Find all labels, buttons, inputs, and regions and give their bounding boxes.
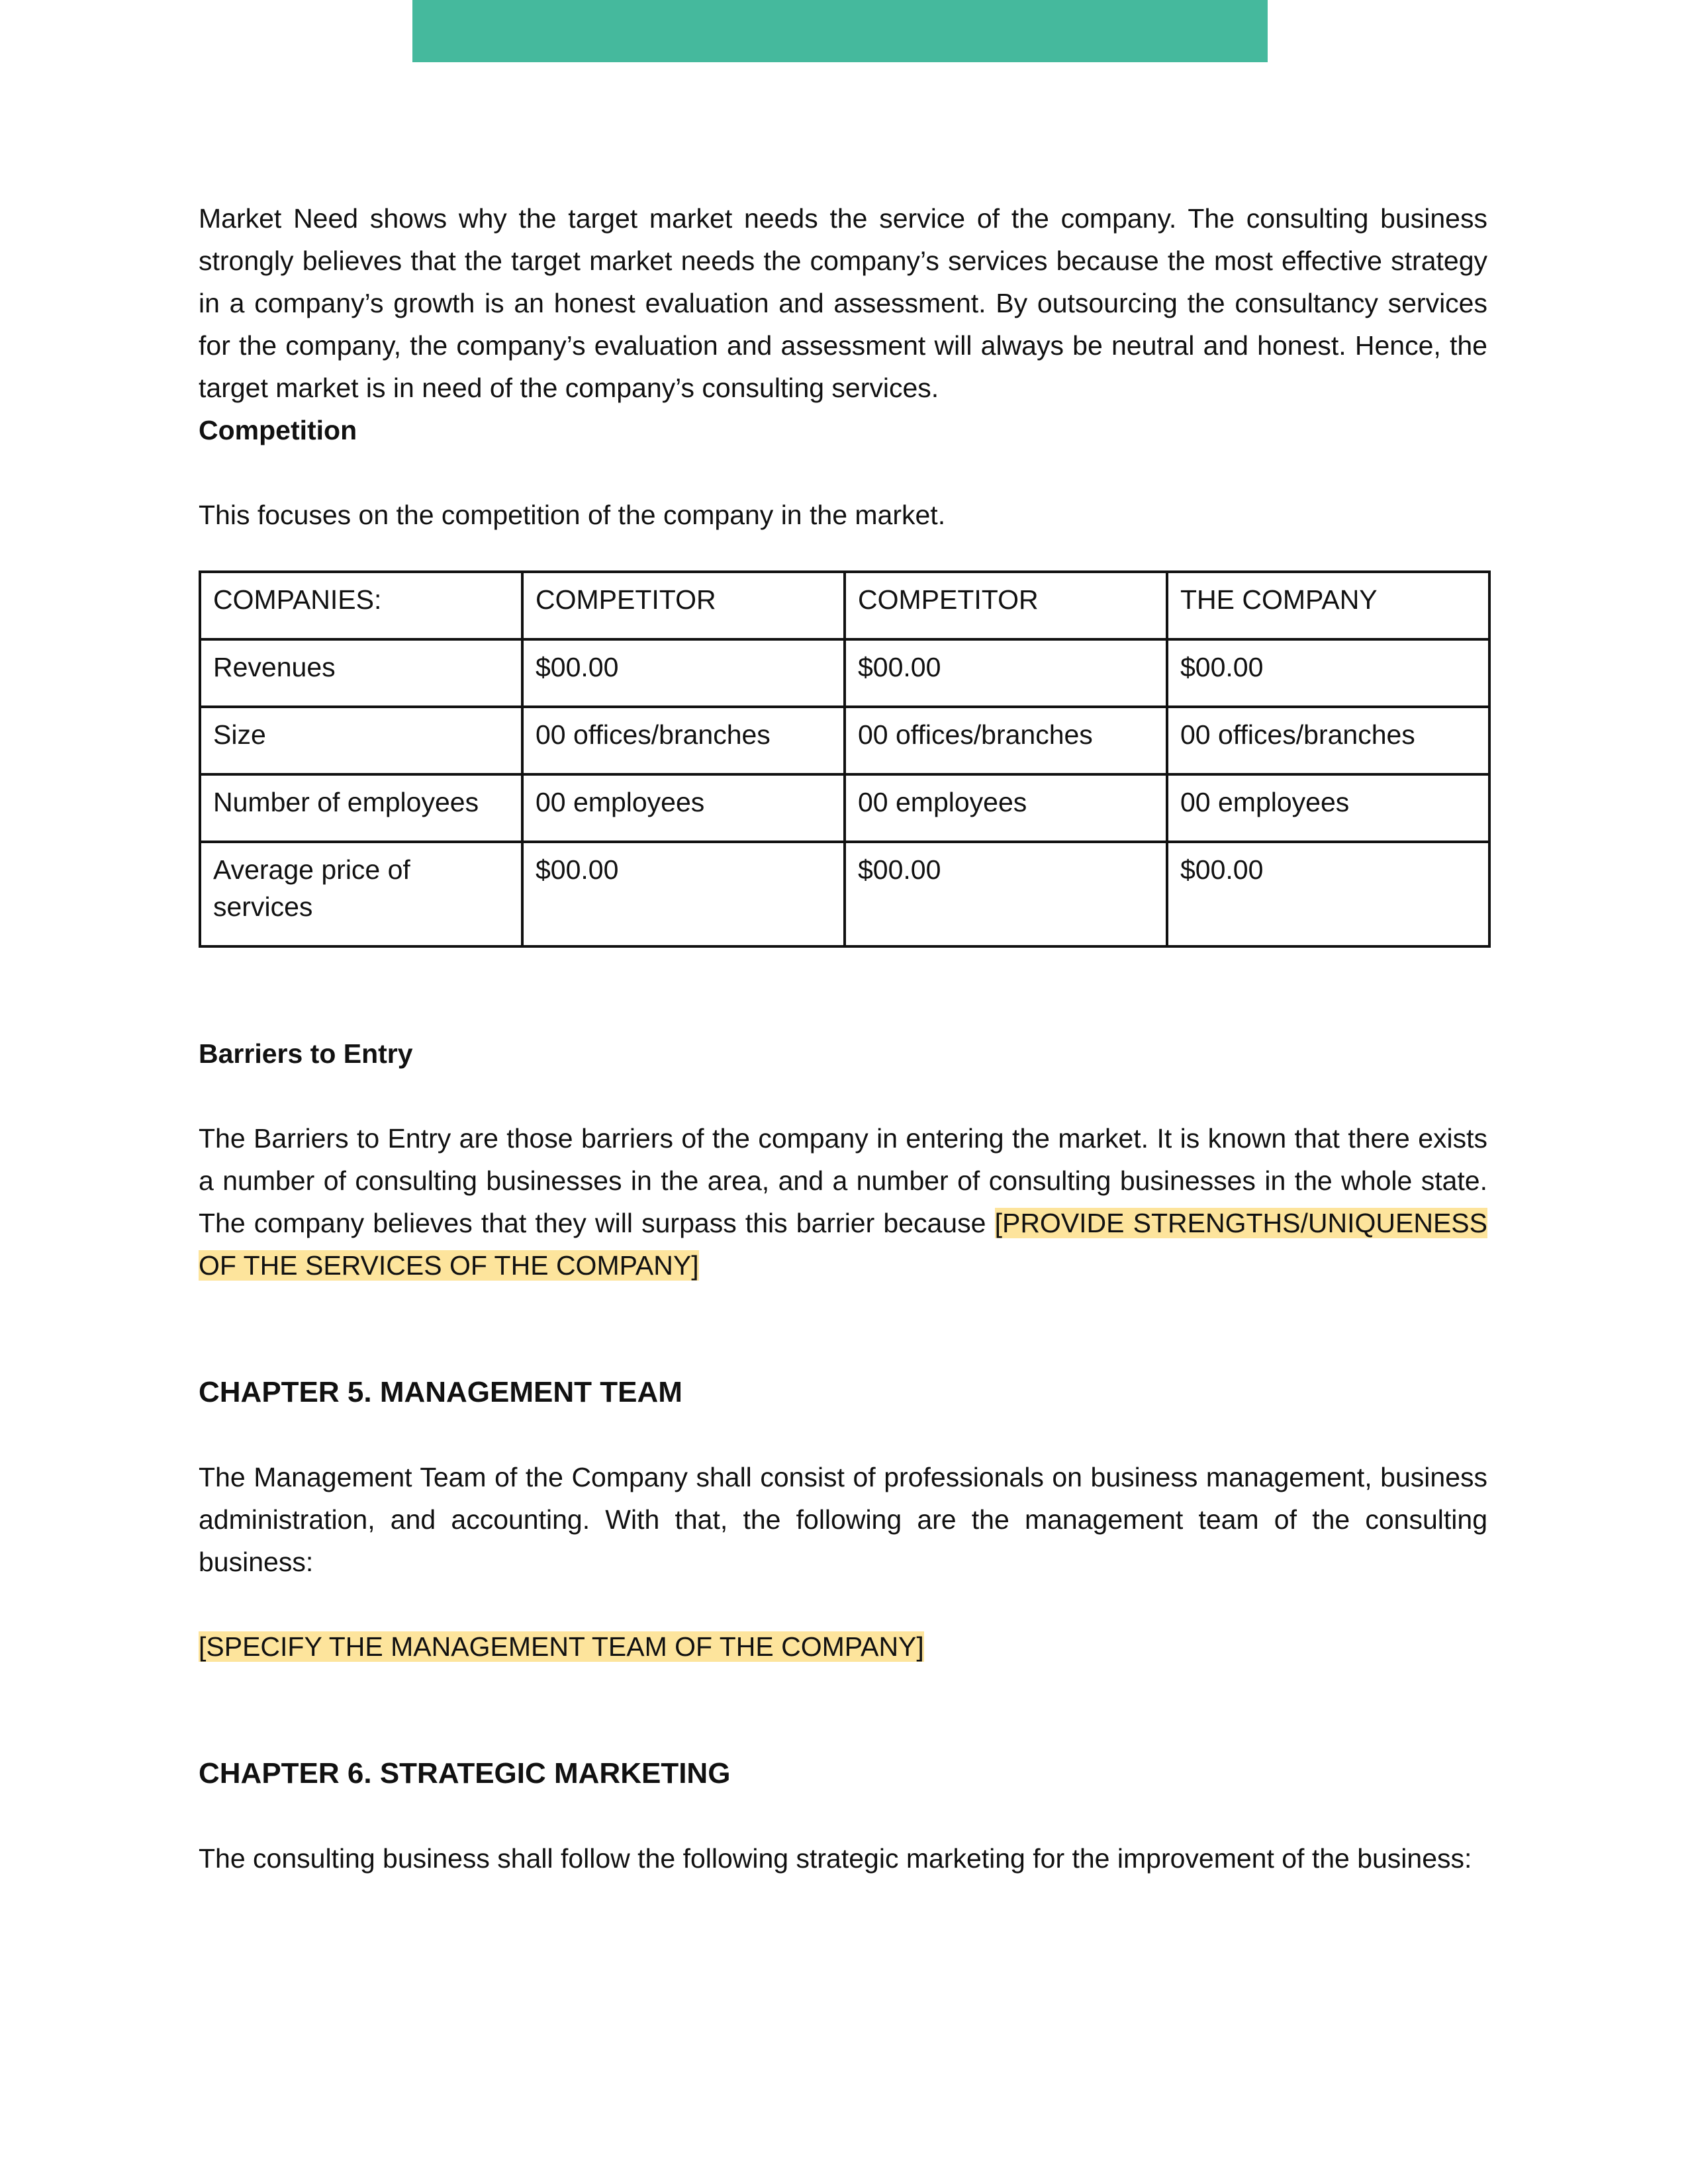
chapter6-paragraph: The consulting business shall follow the following strategic marketing for the improvement of the business: [199, 1843, 1472, 1874]
table-cell: 00 offices/branches [522, 707, 845, 774]
competition-table [199, 570, 1491, 948]
chapter5-placeholder-line [199, 1625, 1487, 1668]
table-cell: Revenues [200, 639, 522, 707]
table-cell: Size [200, 707, 522, 774]
chapter6-heading: CHAPTER 6. STRATEGIC MARKETING [199, 1757, 731, 1790]
table-header-cell: COMPANIES: [200, 572, 522, 639]
barriers-heading: Barriers to Entry [199, 1038, 413, 1069]
table-cell: 00 employees [845, 774, 1167, 842]
barriers-text: The Barriers to Entry are those barriers of the company in entering the market. It is known that there exists a number of consulting businesses in the area, and a number of consulting businesses in the whole state. The company believes that they will surpass this barrier because [199, 1123, 1487, 1238]
chapter5-heading: CHAPTER 5. MANAGEMENT TEAM [199, 1376, 682, 1408]
document-body [199, 197, 1487, 1880]
management-team-placeholder: [SPECIFY THE MANAGEMENT TEAM OF THE COMPANY] [199, 1631, 924, 1662]
table-cell: Number of employees [200, 774, 522, 842]
table-header-row [200, 572, 1489, 639]
barriers-paragraph [199, 1117, 1487, 1287]
table-row [200, 707, 1489, 774]
table-cell: 00 employees [1167, 774, 1489, 842]
table-cell: 00 offices/branches [845, 707, 1167, 774]
competition-heading: Competition [199, 415, 357, 445]
table-header-cell: COMPETITOR [522, 572, 845, 639]
competition-description: This focuses on the competition of the company in the market. [199, 500, 946, 530]
table-cell: $00.00 [1167, 842, 1489, 946]
table-row [200, 639, 1489, 707]
table-row [200, 842, 1489, 946]
table-header-cell: THE COMPANY [1167, 572, 1489, 639]
table-cell: 00 offices/branches [1167, 707, 1489, 774]
barriers-placeholder: [PROVIDE STRENGTHS/UNIQUENESS OF THE SERVICES OF THE COMPANY] [199, 1208, 1487, 1281]
table-cell: Average price of services [200, 842, 522, 946]
market-need-paragraph: Market Need shows why the target market needs the service of the company. The consulting business strongly believes that the target market needs the company’s services because the most effective strategy in a company’s growth is an honest evaluation and assessment. By outsourcing the consultancy services for the company, the company’s evaluation and assessment will always be neutral and honest. Hence, the target market is in need of the company’s consulting services. [199, 203, 1487, 403]
table-cell: $00.00 [845, 842, 1167, 946]
table-cell: $00.00 [522, 639, 845, 707]
table-cell: $00.00 [845, 639, 1167, 707]
table-cell: 00 employees [522, 774, 845, 842]
table-cell: $00.00 [1167, 639, 1489, 707]
table-header-cell: COMPETITOR [845, 572, 1167, 639]
header-accent-bar [412, 0, 1268, 62]
chapter5-paragraph: The Management Team of the Company shall consist of professionals on business management, business administration, and accounting. With that, the following are the management team of the consulting business: [199, 1462, 1487, 1577]
table-row [200, 774, 1489, 842]
table-cell: $00.00 [522, 842, 845, 946]
